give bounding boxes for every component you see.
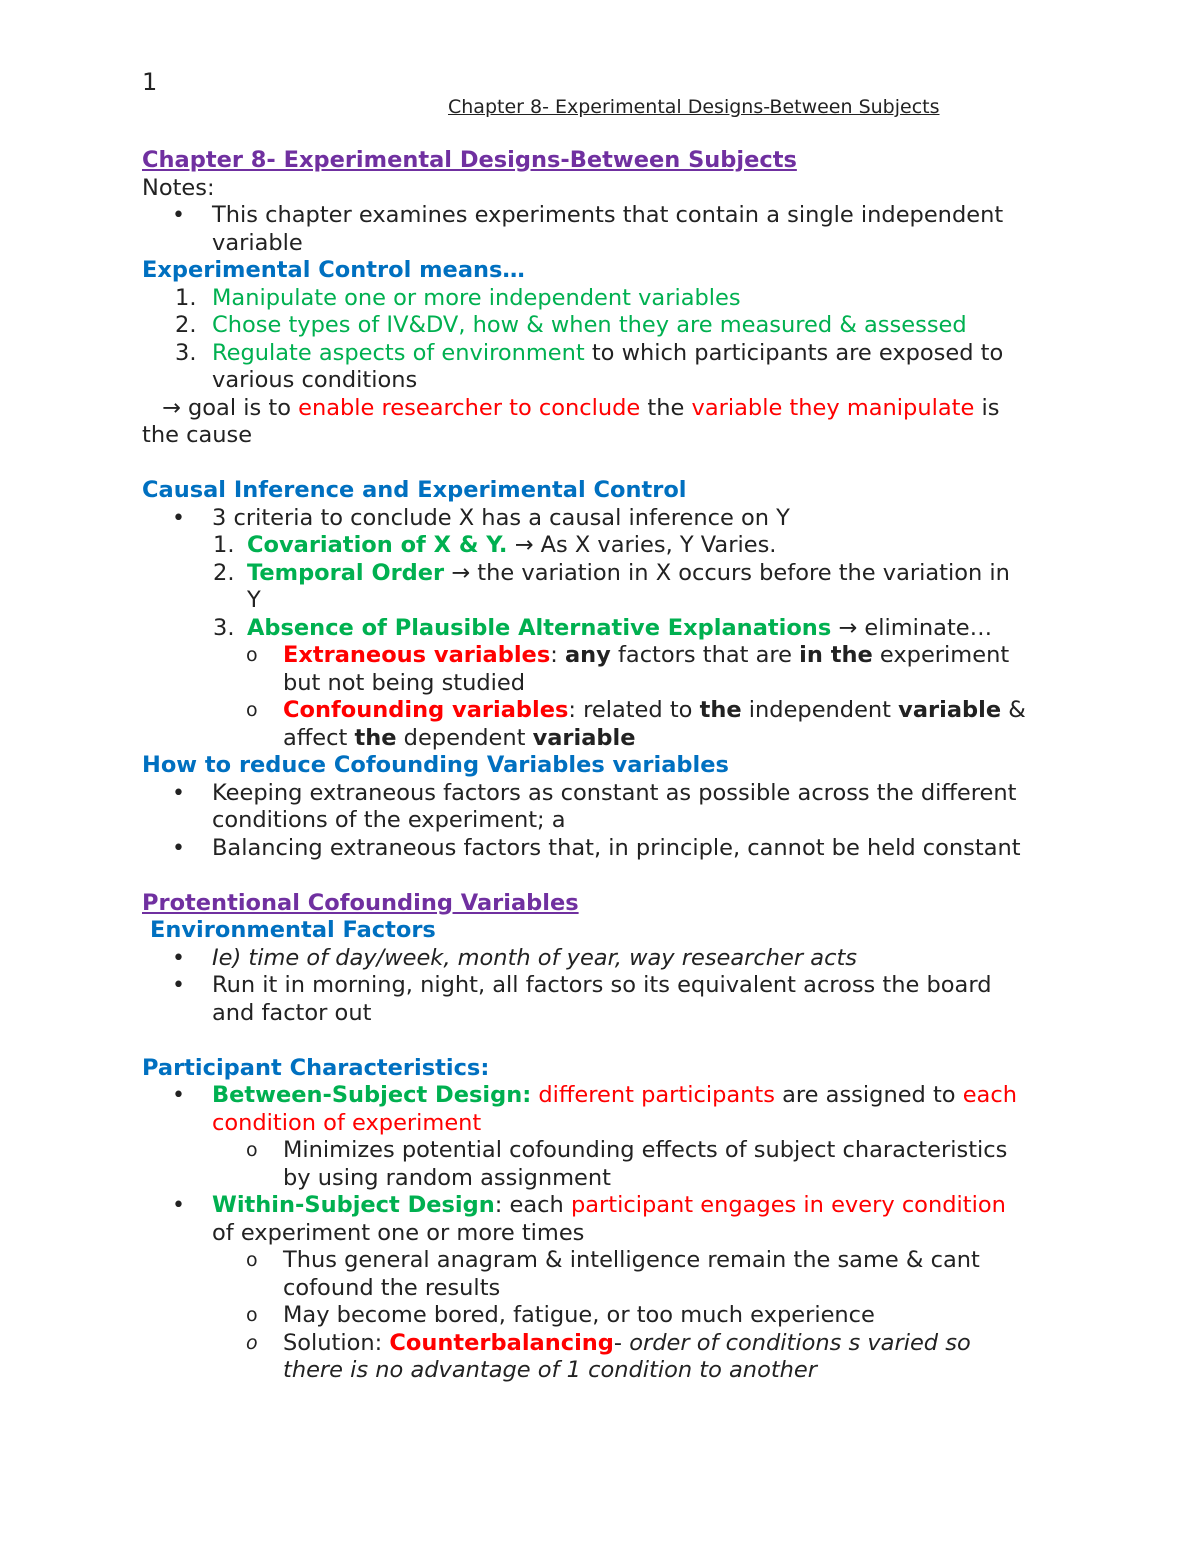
bullet-icon: • (172, 835, 185, 861)
goal-continuation: the cause (142, 422, 253, 448)
list-item-continuation: and factor out (212, 999, 372, 1026)
criterion-item: 2. Temporal Order → the variation in X occurs before the variation in (213, 559, 1010, 586)
numbered-item: 2. Chose types of IV&DV, how & when they are measured & assessed (175, 312, 967, 338)
arrow-icon: → (451, 559, 471, 586)
sub-item: o May become bored, fatigue, or too much experience (246, 1302, 875, 1328)
running-header: Chapter 8- Experimental Designs-Between Subjects (448, 96, 940, 118)
list-item: • Ie) time of day/week, month of year, way researcher acts (172, 944, 858, 971)
arrow-icon: → (514, 532, 534, 558)
numbered-item: 1. Manipulate one or more independent variables (175, 284, 741, 311)
sub-item-continuation: affect the dependent variable (283, 724, 636, 751)
document-title: Chapter 8- Experimental Designs-Between Subjects (142, 147, 797, 173)
bullet-icon: • (172, 203, 185, 228)
list-item-continuation: condition of experiment (212, 1109, 482, 1136)
list-item: • 3 criteria to conclude X has a causal inference on Y (172, 504, 790, 531)
list-item-continuation: conditions of the experiment; a (212, 807, 566, 833)
subsection-heading-environmental: Environmental Factors (150, 917, 436, 943)
numbered-item: 3. Regulate aspects of environment to which participants are exposed to (175, 339, 1004, 366)
sub-item-continuation: cofound the results (283, 1274, 501, 1301)
list-item-continuation: variable (212, 229, 303, 256)
sub-item: o Thus general anagram & intelligence remain the same & cant (246, 1247, 980, 1273)
section-heading-causal-inference: Causal Inference and Experimental Control (142, 477, 687, 503)
section-heading-experimental-control: Experimental Control means… (142, 257, 525, 283)
sub-item-solution: o Solution: Counterbalancing- order of conditions s varied so (246, 1329, 971, 1356)
section-heading-potential: Protentional Cofounding Variables (142, 889, 579, 916)
list-item: • Run it in morning, night, all factors so its equivalent across the board (172, 972, 992, 998)
list-item: • This chapter examines experiments that contain a single independent (172, 202, 1004, 228)
bullet-icon: • (172, 973, 185, 998)
circle-bullet-icon: o (246, 1331, 258, 1354)
criterion-item: 1. Covariation of X & Y. → As X varies, Y Varies. (213, 532, 777, 558)
bullet-icon: • (172, 945, 185, 971)
bullet-icon: • (172, 1193, 185, 1218)
page-number: 1 (142, 68, 158, 96)
sub-item-continuation: but not being studied (283, 669, 526, 696)
section-heading-reduce: How to reduce Cofounding Variables variables (142, 752, 729, 778)
section-heading-participant: Participant Characteristics: (142, 1054, 490, 1081)
circle-bullet-icon: o (246, 1304, 258, 1326)
circle-bullet-icon: o (246, 644, 258, 666)
sub-item-extraneous: o Extraneous variables: any factors that are in the experiment (246, 642, 1010, 668)
list-item-between-subject: • Between-Subject Design: different participants are assigned to each (172, 1082, 1017, 1108)
sub-item-continuation: by using random assignment (283, 1164, 611, 1191)
bullet-icon: • (172, 1083, 185, 1108)
criterion-item: 3. Absence of Plausible Alternative Explanations → eliminate… (213, 614, 993, 641)
circle-bullet-icon: o (246, 1139, 258, 1161)
arrow-icon: → (838, 614, 858, 641)
bullet-icon: • (172, 780, 185, 806)
list-item: • Balancing extraneous factors that, in principle, cannot be held constant (172, 834, 1021, 861)
criterion-continuation: Y (247, 587, 261, 613)
bullet-icon: • (172, 505, 185, 531)
arrow-icon: → (162, 394, 181, 421)
numbered-item-continuation: various conditions (212, 367, 418, 393)
document-body (142, 147, 1092, 1385)
circle-bullet-icon: o (246, 1249, 258, 1271)
sub-item-confounding: o Confounding variables: related to the independent variable & (246, 697, 1026, 723)
sub-item-continuation: there is no advantage of 1 condition to another (283, 1357, 818, 1383)
list-item-continuation: of experiment one or more times (212, 1219, 585, 1246)
notes-label: Notes: (142, 174, 215, 201)
goal-statement: → goal is to enable researcher to conclude the variable they manipulate is (162, 394, 1000, 421)
list-item-within-subject: • Within-Subject Design: each participant engages in every condition (172, 1192, 1006, 1218)
sub-item: o Minimizes potential cofounding effects of subject characteristics (246, 1137, 1008, 1163)
circle-bullet-icon: o (246, 699, 258, 721)
list-item: • Keeping extraneous factors as constant as possible across the different (172, 779, 1017, 806)
